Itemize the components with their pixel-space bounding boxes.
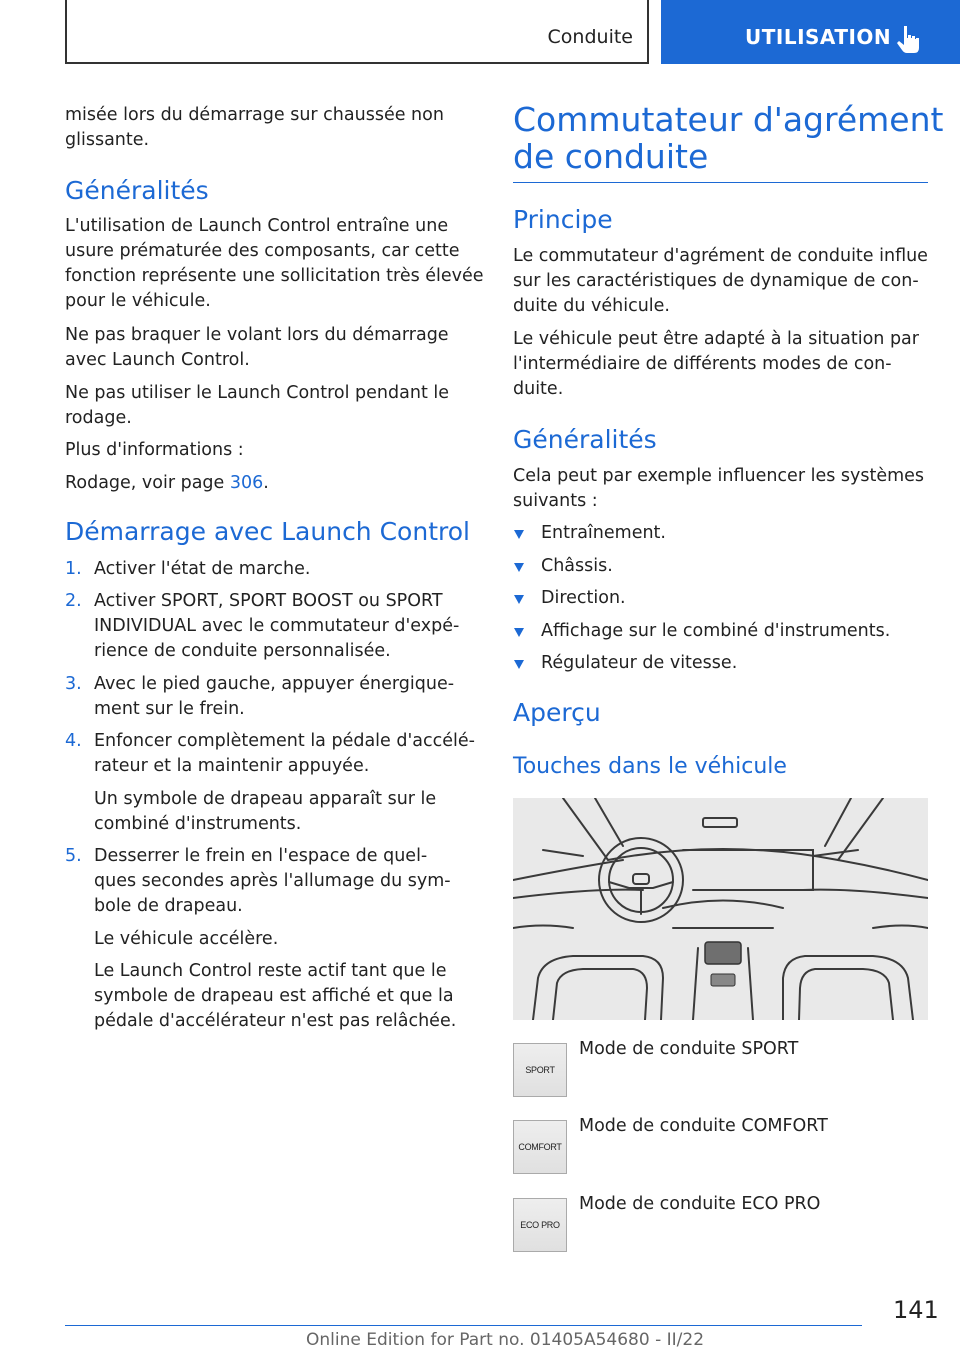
step-5-l1: Desserrer le frein en l'espace de quel‐ (94, 846, 428, 866)
step-1-l1: Activer l'état de marche. (94, 559, 311, 579)
intro-line-2: glissante. (65, 130, 150, 150)
gen-p1-l2: usure prématurée des composants, car cette (65, 241, 460, 261)
title-divider (513, 182, 928, 183)
gen-p3-l1: Ne pas utiliser le Launch Control pendant le (65, 383, 450, 403)
gen-p5-end: . (263, 473, 269, 493)
step-2-number: 2. (65, 591, 82, 611)
header-chapter-tab (661, 0, 960, 64)
chapter-title: UTILISATION (745, 25, 892, 49)
step-3-l2: ment sur le frein. (94, 699, 245, 719)
heading-demarrage: Démarrage avec Launch Control (65, 517, 470, 546)
bullet-4: Affichage sur le combiné d'instruments. (541, 621, 891, 641)
gen-p2-l2: avec Launch Control. (65, 350, 250, 370)
step-4-l2: rateur et la maintenir appuyée. (94, 756, 370, 776)
heading-principe: Principe (513, 205, 613, 234)
heading-generalites-left: Généralités (65, 176, 209, 205)
step-4-note-l1: Un symbole de drapeau apparaît sur le (94, 789, 437, 809)
section-title: Conduite (547, 26, 633, 48)
principe-p2-l1: Le véhicule peut être adapté à la situation par (513, 329, 919, 349)
gen-p1-l4: pour le véhicule. (65, 291, 211, 311)
gen-right-p1-l2: suivants : (513, 491, 598, 511)
sport-mode-label: Mode de conduite SPORT (579, 1039, 799, 1059)
comfort-mode-button: COMFORT (513, 1120, 567, 1174)
step-5-note1: Le véhicule accélère. (94, 929, 279, 949)
step-3-number: 3. (65, 674, 82, 694)
step-5-note2-l1: Le Launch Control reste actif tant que le (94, 961, 447, 981)
step-5-l2: ques secondes après l'allumage du sym‐ (94, 871, 451, 891)
bullet-triangle-icon (514, 595, 524, 604)
page-title-line-2: de conduite (513, 137, 709, 176)
step-1-number: 1. (65, 559, 82, 579)
step-3-l1: Avec le pied gauche, appuyer énergique‐ (94, 674, 455, 694)
step-5-note2-l2: symbole de drapeau est affiché et que la (94, 986, 454, 1006)
page-title-line-1: Commutateur d'agrément (513, 100, 944, 139)
gen-p5-text: Rodage, voir page (65, 473, 230, 493)
gen-p3-l2: rodage. (65, 408, 132, 428)
step-2-l3: rience de conduite personnalisée. (94, 641, 391, 661)
step-4-number: 4. (65, 731, 82, 751)
sport-mode-button: SPORT (513, 1043, 567, 1097)
step-4-l1: Enfoncer complètement la pédale d'accélé‐ (94, 731, 475, 751)
page-link-306[interactable]: 306 (229, 473, 264, 493)
subheading-touches: Touches dans le véhicule (513, 754, 787, 779)
intro-line-1: misée lors du démarrage sur chaussée non (65, 105, 444, 125)
gen-p5 (65, 471, 269, 496)
step-5-number: 5. (65, 846, 82, 866)
principe-p1-l1: Le commutateur d'agrément de conduite influe (513, 246, 928, 266)
page-number: 141 (893, 1296, 939, 1324)
heading-generalites-right: Généralités (513, 425, 657, 454)
bullet-triangle-icon (514, 530, 524, 539)
step-5-l3: bole de drapeau. (94, 896, 243, 916)
bullet-1: Entraînement. (541, 523, 666, 543)
bullet-5: Régulateur de vitesse. (541, 653, 738, 673)
bullet-triangle-icon (514, 628, 524, 637)
eco-pro-mode-button: ECO PRO (513, 1198, 567, 1252)
comfort-mode-label: Mode de conduite COMFORT (579, 1116, 828, 1136)
bullet-2: Châssis. (541, 556, 613, 576)
gen-p1-l1: L'utilisation de Launch Control entraîne une (65, 216, 449, 236)
bullet-3: Direction. (541, 588, 626, 608)
gen-p4: Plus d'informations : (65, 440, 244, 460)
footer-divider (65, 1325, 862, 1326)
principe-p1-l2: sur les caractéristiques de dynamique de con‐ (513, 271, 919, 291)
principe-p2-l2: l'intermédiaire de différents modes de con‐ (513, 354, 892, 374)
step-2-l2: INDIVIDUAL avec le commutateur d'expé‐ (94, 616, 460, 636)
principe-p1-l3: duite du véhicule. (513, 296, 670, 316)
bullet-triangle-icon (514, 563, 524, 572)
eco-pro-mode-label: Mode de conduite ECO PRO (579, 1194, 821, 1214)
step-5-note2-l3: pédale d'accélérateur n'est pas relâchée. (94, 1011, 457, 1031)
pointing-hand-icon (895, 24, 921, 54)
edition-footer: Online Edition for Part no. 01405A54680 - II/22 (306, 1330, 705, 1350)
gen-right-p1-l1: Cela peut par exemple influencer les systèmes (513, 466, 925, 486)
step-2-l1: Activer SPORT, SPORT BOOST ou SPORT (94, 591, 443, 611)
car-interior-illustration (513, 798, 928, 1020)
gen-p1-l3: fonction représente une sollicitation très élevée (65, 266, 484, 286)
bullet-triangle-icon (514, 660, 524, 669)
principe-p2-l3: duite. (513, 379, 564, 399)
gen-p2-l1: Ne pas braquer le volant lors du démarrage (65, 325, 449, 345)
heading-apercu: Aperçu (513, 698, 601, 727)
header-section-tab (65, 0, 649, 64)
step-4-note-l2: combiné d'instruments. (94, 814, 302, 834)
